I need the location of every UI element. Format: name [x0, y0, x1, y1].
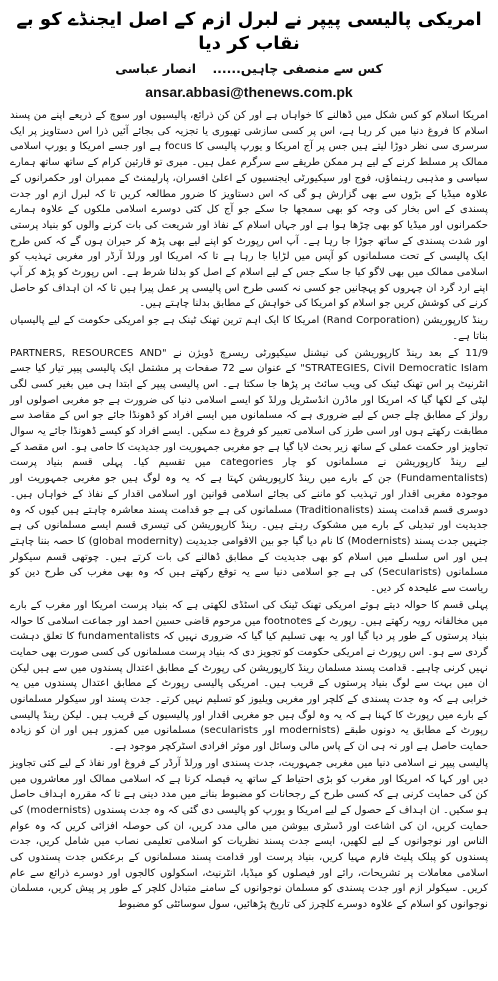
paragraph-2: رینڈ کارپوریشن (Rand Corporation) امریکا کا ایک اہم ترین تھنک ٹینک ہے جو امریکی حکومت کے لیے پالیسیاں بناتا ہے۔: [10, 315, 488, 342]
article-headline: امریکی پالیسی پیپر نے لبرل ازم کے اصل ایجنڈے کو بے نقاب کر دیا: [16, 9, 482, 54]
article-byline: [10, 60, 488, 78]
article-body: [10, 108, 488, 913]
paragraph-3: 11/9 کے بعد رینڈ کارپوریشن کی نیشنل سیکیورٹی ریسرچ ڈویژن نے "PARTNERS, RESOURCES AND STRATEGIES, Civil Democratic Islam" کے عنوان سے 72 صفحات پر مشتمل ایک پالیسی پیپر تیار کیا جسے انٹرنیٹ پر اس تھنک ٹینک کی ویب سائٹ پر پڑھا جا سکتا ہے۔ اس پالیسی پیپر کے ابتدا ہی میں بغیر کسی لگی لپٹی کے لکھا گیا کہ امریکا اور ماڈرن انڈسٹریل ورلڈ کو ایسے اسلامی دنیا کی ضرورت ہے جو مغربی اصولوں اور رولز کے مطابق چلے جس کے لیے ضروری ہے کہ مسلمانوں میں ایسے افراد کو ڈھونڈا جائے جو اس کے مقاصد سے مطابقت رکھتے ہوں اور اسی طرز کی اسلامی تعبیر کو فروغ دے سکیں۔ ایسے افراد کو کیسے ڈھونڈا جائے یہ سوال تجاویز اور حکمت عملی کے ساتھ زیر بحث لایا گیا ہے جو مغربی جمہوریت اور جدیدیت کا حامی ہو۔ اس مقصد کے لیے رینڈ کارپوریشن نے مسلمانوں کو چار categories میں تقسیم کیا۔ پہلی قسم بنیاد پرست (Fundamentalists) جن کے بارے میں رینڈ کارپوریشن کہتا ہے کہ یہ وہ لوگ ہیں جو مغربی جمہوریت اور موجودہ مغربی اقدار اور تہذیب کو ماننے کی بجائے اسلامی قوانین اور اسلامی اقدار کے نفاذ کے خواہاں ہیں۔ دوسری قسم قدامت پسند (Traditionalists) مسلمانوں کی ہے جو قدامت پسند معاشرہ چاہتے ہیں کیوں کہ وہ جدیدیت اور تبدیلی کے بارے میں مشکوک رہتے ہیں۔ رینڈ کارپوریشن کی تیسری قسم ایسے مسلمانوں کی ہے جنہیں جدت پسند (Modernists) کا نام دیا گیا جو بین الاقوامی جدیدیت (global modernity) کا حصہ بننا چاہتے ہیں اور اس سلسلے میں اسلام کو بھی جدیدیت کے مطابق ڈھالنے کی بات کرتے ہیں۔ چوتھی قسم سیکولر مسلمانوں (Secularists) کی ہے جو اسلامی دنیا سے یہ توقع رکھتے ہیں کہ وہ بھی مغرب کی طرح دین کو ریاست سے علیحدہ کر دیں۔: [10, 347, 489, 595]
paragraph-5: پالیسی پیپر نے اسلامی دنیا میں مغربی جمہوریت، جدت پسندی اور ورلڈ آرڈر کے فروغ اور نفاذ کے لیے کئی تجاویز دیں اور کہا کہ امریکا اور مغرب کو بڑی احتیاط کے ساتھ یہ فیصلہ کرنا ہے کہ اسلامی ممالک اور معاشروں میں کن کی حمایت کرنی ہے کہ کسی طرح کے رجحانات کو مضبوط بنانے میں مدد دینی ہے تا کہ مقررہ اہداف حاصل ہو سکیں۔ ان اہداف کے حصول کے لیے امریکا و یورپ کو پالیسی دی گئی کہ وہ جدت پسندوں (modernists) کی حمایت کریں، ان کی اشاعت اور ڈسٹری بیوشن میں مالی مدد کریں، ان کی حوصلہ افزائی کریں کہ وہ عوام الناس اور نوجوانوں کے لیے لکھیں، ایسے جدت پسند نظریات کو اسلامی تعلیمی نصاب میں شامل کریں، جدت پسندوں کو پبلک پلیٹ فارم مہیا کریں، بنیاد پرست اور قدامت پسند مسلمانوں کے برعکس جدت پسندوں کی اسلامی معاملات پر تشریحات، رائے اور فیصلوں کو میڈیا، انٹرنیٹ، اسکولوں کالجوں اور دوسرے ذرائع سے عام کریں۔ سیکولر ازم اور جدت پسندی کو مسلمان نوجوانوں کے سامنے متبادل کلچر کے طور پر پیش کریں، مسلمان نوجوانوں کو اسلام کے علاوہ دوسرے کلچرز کی تاریخ پڑھائیں، سول سوسائٹی کو مضبوط: [10, 757, 488, 911]
paragraph-4: پہلی قسم کا حوالہ دیتے ہوئے امریکی تھنک ٹینک کی اسٹڈی لکھتی ہے کہ بنیاد پرست امریکا اور مغرب کے بارے میں مخالفانہ رویہ رکھتے ہیں۔ رپورٹ کے footnotes میں مرحوم قاضی حسین احمد اور جماعت اسلامی کا حوالہ بنیاد پرستوں کے طور پر دیا گیا اور یہ بھی تسلیم کیا گیا کہ ضروری نہیں کہ fundamentalists کا تعلق دہشت گردی سے ہو۔ اس رپورٹ نے امریکی حکومت کو تجویز دی کہ بنیاد پرست مسلمانوں کی کسی صورت بھی حمایت نہیں کرنی چاہیے۔ قدامت پسند مسلمان رینڈ کارپوریشن کی رپورٹ کے مطابق اعتدال پسندوں میں سے ہیں لیکن ان میں بہت سے لوگ بنیاد پرستوں کے قریب ہیں۔ امریکی پالیسی رپورٹ کے مطابق اعتدال پسندوں میں یہ خرابی ہے کہ وہ جدت پسندی کے کلچر اور مغربی ویلیوز کو تسلیم نہیں کرتے۔ جدت پسند اور سیکولر مسلمانوں کے بارے میں رپورٹ کا کہنا ہے کہ یہ وہ لوگ ہیں جو مغربی اقدار اور پالیسیوں کے قریب ہیں۔ لیکن رینڈ پالیسی رپورٹ کے مطابق یہ دونوں طبقے (modernists اور secularists) مسلمانوں میں کمزور ہیں اور ان کو زیادہ حمایت حاصل ہے اور نہ ہی ان کے پاس مالی وسائل اور موثر افرادی اسٹرکچر موجود ہے۔: [10, 599, 488, 753]
author-name: انصار عباسی: [115, 61, 197, 76]
paragraph-1: امریکا اسلام کو کس شکل میں ڈھالنے کا خواہاں ہے اور کن کن ذرائع، پالیسیوں اور سوچ کے ذریعے اپنے من پسند اسلام کا فروغ دنیا میں کر رہا ہے، اس پر کسی سازشی تھیوری یا تجزیہ کی بجائے آئیں ذرا اس دستاویز پر ایک سرسری سی نظر دوڑا لیتے ہیں جس پر آج امریکا و یورپ پالیسی کا focus ہے اور جسے امریکا و یورپ اسلامی ممالک پر مسلط کرنے کے لیے ہر ممکن طریقے سے سرگرم عمل ہیں۔ میری تو قارئین کرام کے ساتھ ساتھ ہمارے سیاسی و مذہبی رہنماؤں، فوج اور سیکیورٹی ایجنسیوں کے اعلیٰ افسران، پارلیمنٹ کے ممبران اور حکمرانوں کے علاوہ میڈیا کے بڑوں سے بھی گزارش ہو گی کہ اس دستاویز کا ضرور مطالعہ کریں تا کہ لبرل ازم اور جدت پسندی کے اس بخار کی وجہ کو بھی سمجھا جا سکے جو آج کل کئی دوسرے اسلامی ملکوں کے علاوہ ہمارے حکمرانوں اور میڈیا کو بھی چڑھا ہوا ہے اور جہاں اسلام کے نفاذ اور شریعت کی بات کرنے والوں کو بنیاد پرستی اور شدت پسندی کے ساتھ جوڑا جا رہا ہے۔ آپ اس رپورٹ کو اپنے لیے بھی پڑھ کر حیران ہوں گے کہ کس طرح ایک پالیسی کے تحت مسلمانوں کو آپس میں لڑایا جا رہا ہے تا کہ امریکا اور ورلڈ آرڈر اور مغربی تہذیب کو اسلامی ممالک میں بھی لاگو کیا جا سکے جس کے لیے اسلام کے اصل کو بدلنا شرط ہے۔ اس رپورٹ کو پڑھ کر آپ اپنے ارد گرد ان چہروں کو پہچانیں جو کسی نہ کسی طرح اس پالیسی پر عمل پیرا ہیں تا کہ ان اہداف کو حاصل کرنے کی کوشش کریں جو اسلام کو امریکا کی خواہش کے مطابق بدلنا چاہتے ہیں۔: [10, 110, 488, 310]
article-subtitle: کس سے منصفی چاہیں......: [212, 61, 383, 76]
author-email[interactable]: ansar.abbasi@thenews.com.pk: [145, 84, 353, 100]
